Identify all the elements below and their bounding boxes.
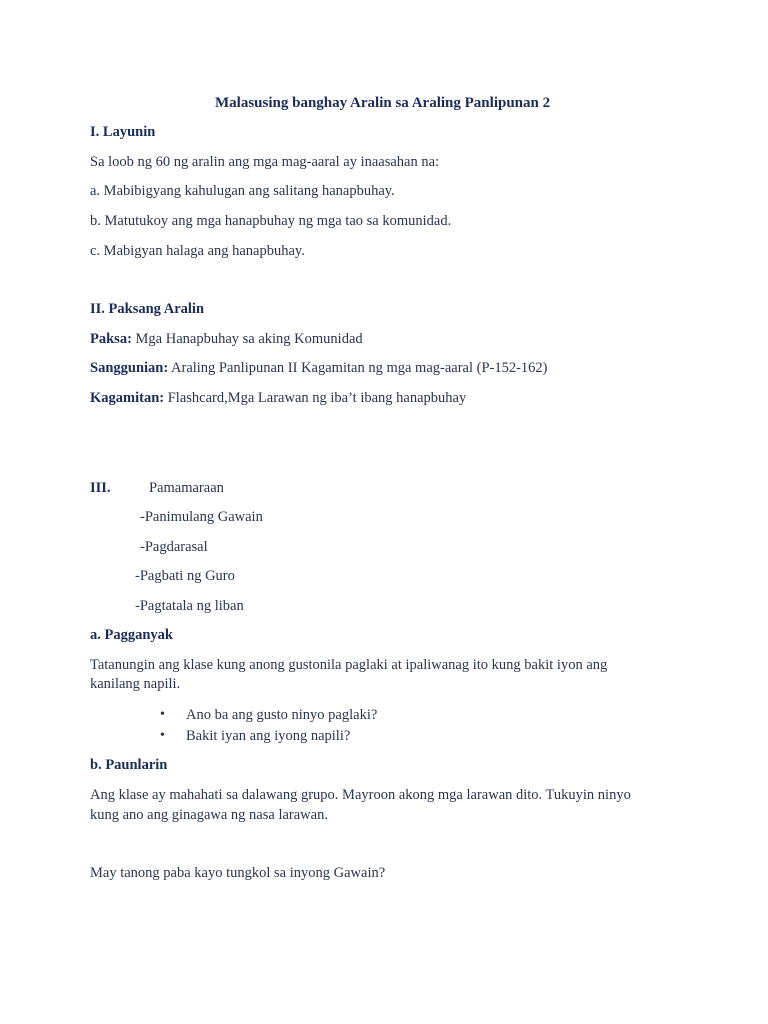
paksa-row xyxy=(90,330,363,348)
paksa-value: Mga Hanapbuhay sa aking Komunidad xyxy=(135,331,363,347)
paunlarin-text-line1: Ang klase ay mahahati sa dalawang grupo. Mayroon akong mga larawan dito. Tukuyin ninyo xyxy=(90,787,631,803)
kagamitan-value: Flashcard,Mga Larawan ng iba’t ibang hanapbuhay xyxy=(167,390,467,406)
paunlarin-heading: b. Paunlarin xyxy=(90,757,168,773)
layunin-intro: Sa loob ng 60 ng aralin ang mga mag-aaral ay inaasahan na: xyxy=(90,154,440,170)
layunin-item-b: b. Matutukoy ang mga hanapbuhay ng mga tao sa komunidad. xyxy=(90,213,452,229)
kagamitan-row xyxy=(90,389,466,407)
pagganyak-text-line1: Tatanungin ang klase kung anong gustonila paglaki at ipaliwanag ito kung bakit iyon ang xyxy=(90,657,608,673)
section-pamamaraan-number: III. xyxy=(90,480,111,496)
section-layunin-heading: I. Layunin xyxy=(90,124,156,140)
pamamaraan-step: -Pagdarasal xyxy=(140,539,208,555)
paunlarin-text-line2: kung ano ang ginagawa ng nasa larawan. xyxy=(90,807,328,823)
pagganyak-heading: a. Pagganyak xyxy=(90,627,173,643)
pagganyak-bullet-item: Ano ba ang gusto ninyo paglaki? xyxy=(186,707,378,723)
kagamitan-label: Kagamitan: xyxy=(90,390,165,406)
pamamaraan-step: -Pagtatala ng liban xyxy=(135,598,244,614)
pagganyak-bullet-item: Bakit iyan ang iyong napili? xyxy=(186,728,351,744)
pagganyak-text-line2: kanilang napili. xyxy=(90,676,181,692)
pamamaraan-step: -Panimulang Gawain xyxy=(140,509,263,525)
layunin-item-a: a. Mabibigyang kahulugan ang salitang hanapbuhay. xyxy=(90,183,395,199)
pamamaraan-step: -Pagbati ng Guro xyxy=(135,568,235,584)
document-title: Malasusing banghay Aralin sa Araling Panlipunan 2 xyxy=(215,95,551,111)
section-paksang-aralin-heading: II. Paksang Aralin xyxy=(90,301,205,317)
sanggunian-label: Sanggunian: xyxy=(90,360,169,376)
paksa-label: Paksa: xyxy=(90,331,132,347)
bullet-icon: • xyxy=(160,728,165,743)
bullet-icon: • xyxy=(160,707,165,722)
layunin-item-c: c. Mabigyan halaga ang hanapbuhay. xyxy=(90,243,305,259)
sanggunian-value: Araling Panlipunan II Kagamitan ng mga mag-aaral (P-152-162) xyxy=(171,360,548,376)
closing-question: May tanong paba kayo tungkol sa inyong Gawain? xyxy=(90,865,386,881)
sanggunian-row xyxy=(90,359,548,377)
section-pamamaraan-heading: Pamamaraan xyxy=(149,480,224,496)
